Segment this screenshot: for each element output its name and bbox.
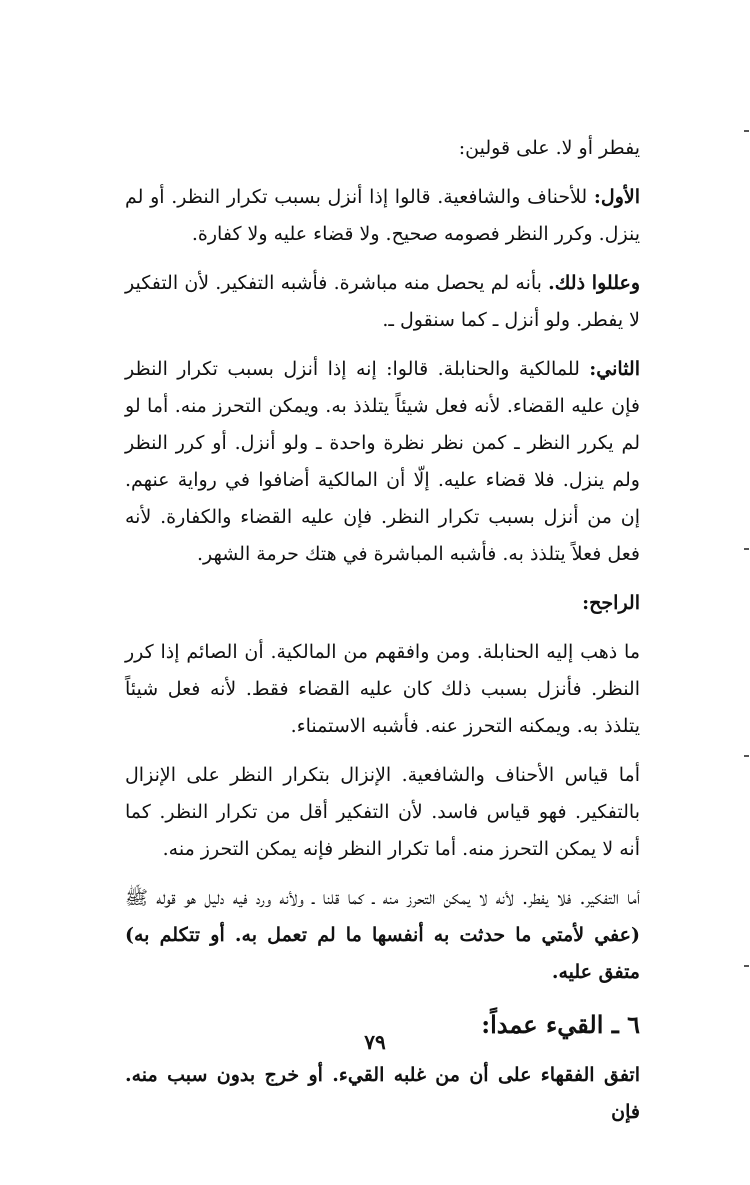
first-opinion-label: الأول: (593, 186, 640, 208)
rajih-heading: الراجح: (582, 592, 640, 614)
first-opinion-text: للأحناف والشافعية. قالوا إذا أنزل بسبب تكرار النظر. أو لم ينزل. وكرر النظر فصومه صحيح. ولا قضاء عليه ولا كفارة. (125, 186, 640, 245)
edge-mark (744, 548, 749, 550)
page-number: ٧٩ (364, 1030, 386, 1054)
second-opinion-label: الثاني: (589, 358, 640, 380)
paragraph-first-opinion (125, 179, 640, 253)
section-heading: ٦ ـ القيء عمداً: (481, 1010, 640, 1039)
hadith-quote: (عفي لأمتي ما حدثت به أنفسها ما لم تعمل به. أو تتكلم به) متفق عليه. (125, 924, 640, 983)
paragraph-reasoning (125, 265, 640, 339)
edge-mark (744, 130, 749, 132)
paragraph-preferred: ما ذهب إليه الحنابلة. ومن وافقهم من المالكية. أن الصائم إذا كرر النظر. فأنزل بسبب ذلك كان عليه القضاء فقط. لأنه فعل شيئاً يتلذذ به. ويمكنه التحرز عنه. فأشبه الاستمناء. (125, 641, 640, 737)
paragraph-second-opinion (125, 351, 640, 573)
paragraph-vomit: اتفق الفقهاء على أن من غلبه القيء. أو خرج بدون سبب منه. فإن (125, 1064, 640, 1123)
thinking-text: أما التفكير. فلا يفطر. لأنه لا يمكن التحرز منه ـ كما قلنا ـ ولأنه ورد فيه دليل هو قوله ﷺ (125, 887, 640, 909)
page-body (125, 130, 640, 1143)
intro-line: يفطر أو لا. على قولين: (458, 137, 640, 159)
paragraph-thinking (125, 880, 640, 991)
edge-mark (744, 965, 749, 967)
edge-mark (744, 755, 749, 757)
reasoning-text: بأنه لم يحصل منه مباشرة. فأشبه التفكير. لأن التفكير لا يفطر. ولو أنزل ـ كما سنقول ـ. (125, 272, 640, 331)
reasoning-label: وعللوا ذلك. (548, 272, 640, 294)
second-opinion-text: للمالكية والحنابلة. قالوا: إنه إذا أنزل بسبب تكرار النظر فإن عليه القضاء. لأنه فعل شيئاً يتلذذ به. ويمكن التحرز منه. أما لو لم يكرر النظر ـ كمن نظر نظرة واحدة ـ ولو أنزل. أو كرر النظر ولم ينزل. فلا قضاء عليه. إلّا أن المالكية أضافوا في رواية عنهم. إن من أنزل بسبب تكرار النظر. فإن عليه القضاء والكفارة. لأنه فعل فعلاً يتلذذ به. فأشبه المباشرة في هتك حرمة الشهر. (125, 358, 640, 565)
paragraph-analogy: أما قياس الأحناف والشافعية. الإنزال بتكرار النظر على الإنزال بالتفكير. فهو قياس فاسد. لأن التفكير أقل من تكرار النظر. كما أنه لا يمكن التحرز منه. أما تكرار النظر فإنه يمكن التحرز منه. (125, 764, 640, 860)
